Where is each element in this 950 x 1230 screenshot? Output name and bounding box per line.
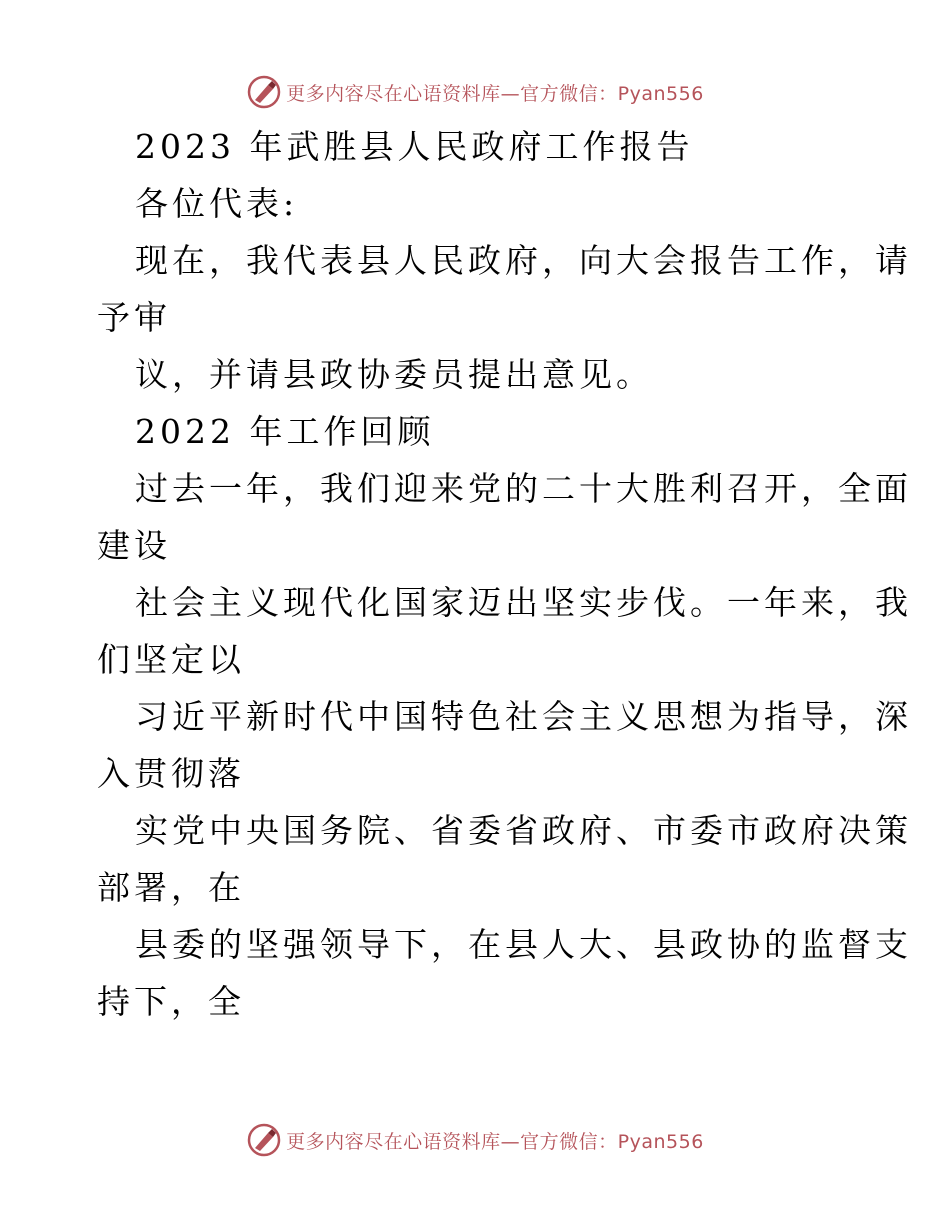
pen-logo-icon: [246, 74, 282, 110]
paragraph-line: 现在，我代表县人民政府，向大会报告工作，请: [135, 241, 912, 280]
section-heading: 2022 年工作回顾: [135, 412, 435, 451]
paragraph-line: 过去一年，我们迎来党的二十大胜利召开，全面: [135, 469, 912, 508]
paragraph-line: 持下，全: [97, 982, 245, 1021]
paragraph-line: 习近平新时代中国特色社会主义思想为指导，深: [135, 697, 912, 736]
banner-text: 更多内容尽在心语资料库—官方微信：Pyan556: [286, 82, 704, 105]
document-title: 2023 年武胜县人民政府工作报告: [135, 127, 694, 166]
paragraph-line: 建设: [97, 526, 171, 565]
document-body: [0, 118, 950, 1030]
paragraph-line: 县委的坚强领导下，在县人大、县政协的监督支: [135, 925, 912, 964]
paragraph-line: 社会主义现代化国家迈出坚实步伐。一年来，我: [135, 583, 912, 622]
banner-text: 更多内容尽在心语资料库—官方微信：Pyan556: [286, 1130, 704, 1153]
salutation: 各位代表:: [135, 184, 299, 223]
paragraph-line: 予审: [97, 298, 171, 337]
paragraph-line: 实党中央国务院、省委省政府、市委市政府决策: [135, 811, 912, 850]
paragraph-line: 入贯彻落: [97, 754, 245, 793]
pen-logo-icon: [246, 1122, 282, 1158]
footer-watermark-banner: [0, 1120, 950, 1160]
header-watermark-banner: [0, 72, 950, 112]
paragraph-line: 部署，在: [97, 868, 245, 907]
paragraph-line: 们坚定以: [97, 640, 245, 679]
paragraph-line: 议，并请县政协委员提出意见。: [135, 355, 653, 394]
